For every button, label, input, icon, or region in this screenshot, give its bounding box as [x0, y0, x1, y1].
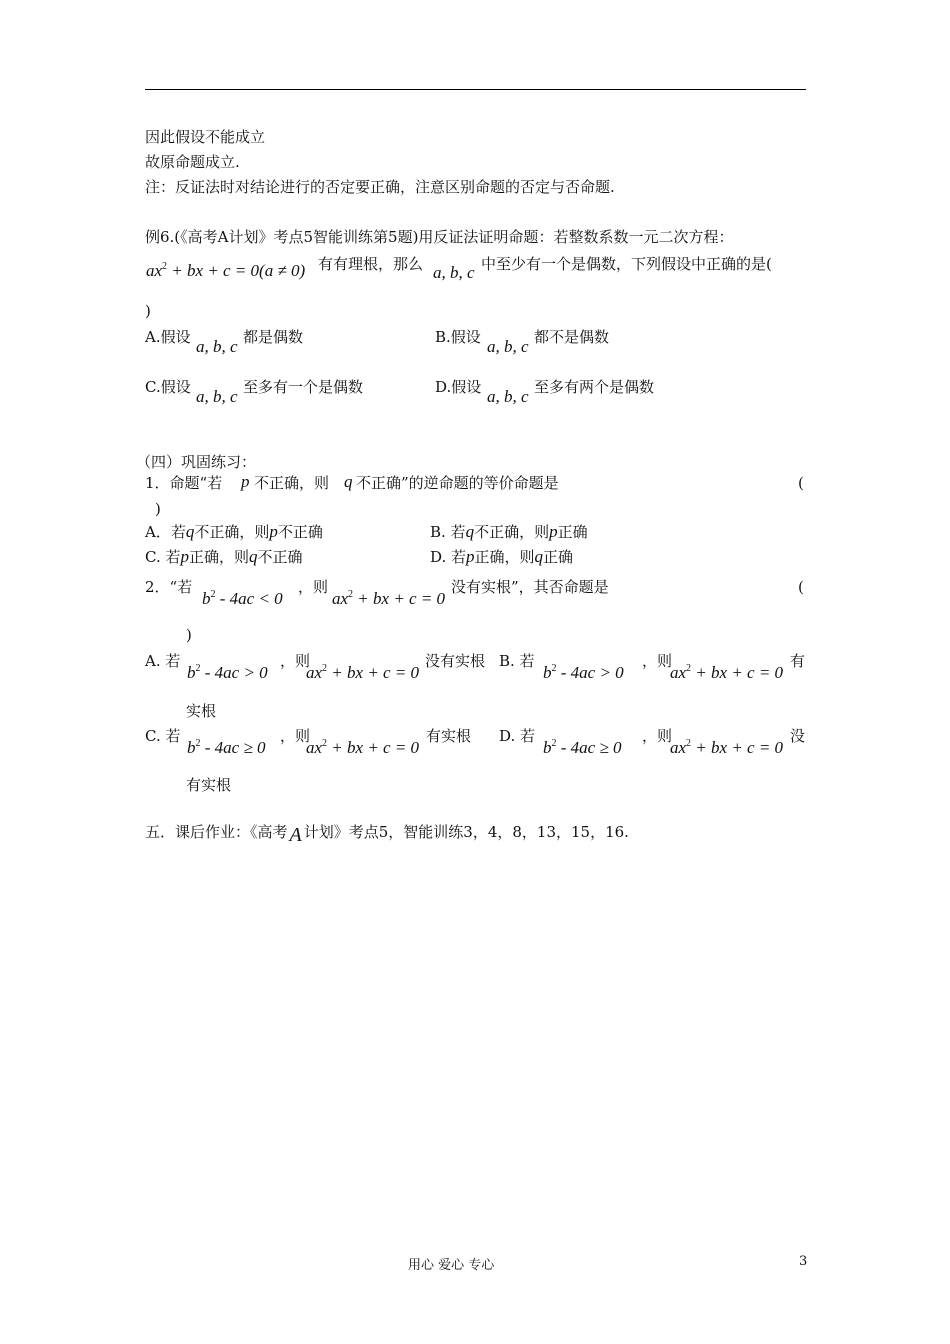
example6-option-a-text: 都是偶数: [243, 328, 304, 346]
q2-stem-c: 没有实根”，其否命题是: [451, 578, 609, 596]
example6-option-a-var: a, b, c: [196, 337, 238, 356]
q2-option-b-condition: $b^2 - 4ac > 0$: [543, 663, 624, 682]
q1-paren-open: (: [798, 474, 804, 492]
header-rule: [145, 89, 806, 90]
q2-paren-open: (: [798, 578, 804, 596]
example6-close: ): [145, 302, 151, 320]
q2-option-d-ze: ，则: [642, 727, 673, 745]
example6-option-b-var: a, b, c: [487, 337, 529, 356]
proof-line-1: 因此假设不能成立: [145, 128, 266, 146]
proof-line-2: 故原命题成立.: [145, 153, 240, 171]
q2-option-a-text: 没有实根: [425, 652, 486, 670]
example6-option-d-var: a, b, c: [487, 387, 529, 406]
example6-option-b-text: 都不是偶数: [534, 328, 610, 346]
example6-option-c-text: 至多有一个是偶数: [243, 378, 364, 396]
q1-stem-a: 1．命题“若: [145, 474, 223, 492]
q2-option-b-text-a: 有: [790, 652, 806, 670]
q2-option-c-ze: ，则: [280, 727, 311, 745]
q1-option-d: D. 若p正确，则q正确: [430, 547, 574, 566]
q2-condition: $b^2 - 4ac < 0$: [202, 589, 283, 608]
q2-option-d-label: D. 若: [499, 727, 536, 745]
practice-heading: （四）巩固练习：: [136, 453, 257, 471]
example6-option-b-prefix: B.假设: [435, 328, 481, 346]
example6-option-c-prefix: C.假设: [145, 378, 191, 396]
q2-option-a-equation: $ax^2$ + bx + c = 0: [306, 663, 420, 682]
example6-mid1: 有有理根，那么: [318, 255, 424, 273]
example6-option-c-var: a, b, c: [196, 387, 238, 406]
q2-stem-a: 2．“若: [145, 578, 193, 596]
footer-motto: 用心 爱心 专心: [408, 1258, 495, 1273]
q2-option-c-equation: $ax^2$ + bx + c = 0: [306, 738, 420, 757]
q1-option-c: C. 若p正确，则q不正确: [145, 547, 303, 566]
q2-option-d-text-a: 没: [790, 727, 806, 745]
q1-var-p: p: [241, 472, 250, 491]
q2-option-c-label: C. 若: [145, 727, 181, 745]
homework-line: 五．课后作业：《高考 A 计划》考点5，智能训练3，4，8，13，15，16.: [145, 823, 629, 846]
q2-option-b-label: B. 若: [499, 652, 535, 670]
q1-option-b: B. 若q不正确，则p正确: [430, 522, 588, 541]
q2-paren-close: ): [186, 626, 192, 644]
q2-option-a-ze: ，则: [280, 652, 311, 670]
q2-option-b-ze: ，则: [642, 652, 673, 670]
q2-option-c-text: 有实根: [426, 727, 472, 745]
example6-option-d-prefix: D.假设: [435, 378, 482, 396]
q2-option-c-condition: $b^2 - 4ac \ge 0$: [187, 738, 266, 757]
q1-paren-close: ): [155, 500, 161, 518]
example6-equation: $ax^2$ + bx + c = 0(a ≠ 0): [146, 261, 306, 280]
q1-stem-c: 不正确”的逆命题的等价命题是: [356, 474, 559, 492]
page-number: 3: [799, 1254, 808, 1269]
q2-option-b-text-b: 实根: [186, 702, 217, 720]
example6-mid2: 中至少有一个是偶数，下列假设中正确的是(: [481, 255, 772, 273]
q2-option-a-label: A. 若: [145, 652, 181, 670]
q1-stem-b: 不正确，则: [254, 474, 330, 492]
example6-option-d-text: 至多有两个是偶数: [534, 378, 655, 396]
example6-option-a-prefix: A.假设: [145, 328, 191, 346]
proof-note: 注：反证法时对结论进行的否定要正确，注意区别命题的否定与否命题.: [145, 178, 615, 196]
q2-equation: $ax^2$ + bx + c = 0: [332, 589, 446, 608]
q1-option-a: A．若q不正确，则p不正确: [145, 522, 323, 541]
q2-option-d-equation: $ax^2$ + bx + c = 0: [670, 738, 784, 757]
q1-var-q: q: [344, 472, 353, 491]
example6-abc: a, b, c: [433, 263, 475, 282]
q2-option-b-equation: $ax^2$ + bx + c = 0: [670, 663, 784, 682]
q2-stem-b: ，则: [298, 578, 329, 596]
q2-option-d-condition: $b^2 - 4ac \ge 0$: [543, 738, 622, 757]
q2-option-a-condition: $b^2 - 4ac > 0$: [187, 663, 268, 682]
example6-stem: 例6.(《高考A计划》考点5智能训练第5题)用反证法证明命题：若整数系数一元二次方程：: [145, 228, 734, 246]
q2-option-d-text-b: 有实根: [186, 776, 232, 794]
